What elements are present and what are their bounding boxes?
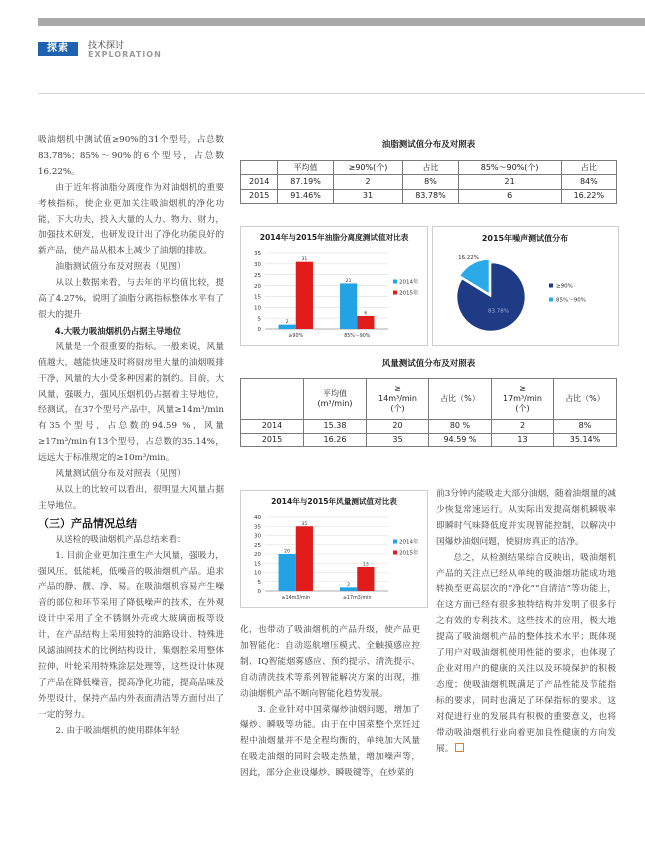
bar <box>357 316 374 329</box>
table-cell: 2015 <box>241 189 278 203</box>
paragraph: 风量是一个很重要的指标。一般来说，风量值越大，越能快速及时将厨房里大量的油烟吸排干净，风量的大小受多种因素的制约。目前，大风量，强吸力，强风压烟机仍占据着主导地位，经测试，在37个型号产品中，风量≥14m³/min有35个型号，占总数的94.59 %，风量≥17m³/min有13个型号，占总数的35.14%，远远大于标准规定的≥10m³/min。 <box>38 341 224 464</box>
y-tick-label: 40 <box>254 515 261 522</box>
left-column <box>38 133 224 740</box>
table-header-cell: 平均值 (m³/min) <box>304 379 367 420</box>
legend-label: ≥90% <box>556 283 573 290</box>
table-cell: 2014 <box>241 420 304 434</box>
x-tick-label: ≥17m3/min <box>342 596 372 601</box>
oil-separation-chart <box>240 226 428 346</box>
table-cell: 16.22% <box>561 189 616 203</box>
section-title: 技术探讨 <box>88 41 125 51</box>
table-cell: 13 <box>491 433 553 447</box>
y-tick-label: 35 <box>254 524 261 531</box>
legend-label: 2014年 <box>399 279 419 286</box>
slice-label: 16.22% <box>458 254 480 261</box>
data-label: 2 <box>347 582 351 588</box>
paragraph: 3. 企业针对中国菜爆炒油烟问题，增加了爆炒、瞬吸等功能。由于在中国菜整个烹饪过程中油烟量并不是全程均衡的，单纯加大风量在吸走油烟的同时会吸走热量，增加噪声等，因此，部分企业设爆炒、瞬吸键等，在炒菜的 <box>240 704 420 779</box>
legend-label: 2015年 <box>399 550 419 557</box>
legend-swatch <box>393 551 397 555</box>
table-cell: 35.14% <box>553 433 616 447</box>
table-cell: 94.59 % <box>429 433 492 447</box>
legend-swatch <box>393 540 397 544</box>
y-tick-label: 25 <box>254 542 261 549</box>
section-heading: （三）产品情况总结 <box>38 516 137 530</box>
chart-title: 2015年噪声测试值分布 <box>481 234 569 243</box>
noise-pie-chart-svg <box>433 227 618 345</box>
table-header-cell: ≥ 17m³/min (个) <box>491 379 553 420</box>
airflow-table-title: 风量测试值分布及对照表 <box>381 359 476 369</box>
paragraph: 2. 由于吸油烟机的使用群体年轻 <box>55 725 180 736</box>
table-header-cell: 平均值 <box>278 161 333 175</box>
paragraph: 前3分钟内能吸走大部分油烟，随着油烟量的减少恢复常速运行。从实际出发提高烟机瞬吸率即瞬时气味降低度并实现智能控制，以解决中国爆炒油烟问题，使厨房真正的洁净。 <box>436 489 616 547</box>
data-label: 35 <box>301 521 308 527</box>
table-header-cell <box>241 161 278 175</box>
bar <box>357 567 374 591</box>
table-cell: 83.78% <box>403 189 458 203</box>
airflow-table <box>240 378 617 447</box>
section-title-en: EXPLORATION <box>88 50 162 59</box>
legend-label: 2014年 <box>399 539 419 546</box>
paragraph: 从以上数据来看，与去年的平均值比较，提高了4.27%，说明了油脂分离指标整体水平有了很大的提升 <box>38 278 224 320</box>
table-cell: 8% <box>553 420 616 434</box>
table-header-cell: 占比（%） <box>429 379 492 420</box>
legend-label: 2015年 <box>399 290 419 297</box>
table-header-row <box>241 161 617 175</box>
paragraph: 1. 目前企业更加注重生产大风量，强吸力，强风压，低能耗，低噪音的吸油烟机产品。追求产品的静、靓、净、易。在吸油烟机容易产生噪音的部位和环节采用了降低噪声的技术，在外观设计中采用了全不锈钢外壳或大玻璃面板等设计，在产品结构上采用独特的油路设计、特殊进风滤油网技术的比例结构设计，集烟腔采用整体拉伸，叶轮采用特殊涂层处理等，这些设计体现了产品在降低噪音，提高净化功能，提高品味及外型设计，保持产品内外表面清洁等方面付出了一定的努力。 <box>38 550 224 720</box>
data-label: 6 <box>364 311 368 317</box>
table-header-cell: ≥ 14m³/min (个) <box>367 379 429 420</box>
bar <box>279 325 296 329</box>
table-cell: 15.38 <box>304 420 367 434</box>
paragraph: 吸油烟机中测试值≥90%的31个型号，占总数83.78%；85%～90%的6个型号，占总数16.22%。 <box>38 135 224 177</box>
table-cell: 16.26 <box>304 433 367 447</box>
legend-label: 85%～90% <box>556 297 586 304</box>
oil-table <box>240 160 617 204</box>
y-tick-label: 35 <box>254 251 261 258</box>
data-label: 13 <box>362 562 369 568</box>
table-cell: 2 <box>333 175 403 189</box>
legend-swatch <box>549 298 553 302</box>
section-badge: 探索 <box>38 42 78 56</box>
y-tick-label: 0 <box>257 589 261 596</box>
y-tick-label: 0 <box>257 327 261 334</box>
data-label: 31 <box>301 257 308 263</box>
y-tick-label: 5 <box>257 579 261 586</box>
data-label: 2 <box>285 320 289 326</box>
top-bar <box>38 18 645 26</box>
bar <box>279 554 296 591</box>
bar <box>340 283 357 329</box>
oil-separation-chart-svg <box>241 227 427 345</box>
paragraph: 风量测试值分布及对照表（见图） <box>55 469 186 480</box>
table-row <box>241 420 617 434</box>
paragraph: 从以上的比较可以看出，很明显大风量占据主导地位。 <box>38 484 224 511</box>
y-tick-label: 30 <box>254 262 261 269</box>
table-cell: 2014 <box>241 175 278 189</box>
data-label: 21 <box>345 278 352 284</box>
table-cell: 31 <box>333 189 403 203</box>
table-header-cell: 85%～90%(个) <box>458 161 561 175</box>
table-cell: 6 <box>458 189 561 203</box>
table-cell: 35 <box>367 433 429 447</box>
table-header-cell: 占比 <box>561 161 616 175</box>
slice-label: 83.78% <box>487 308 509 315</box>
table-cell: 21 <box>458 175 561 189</box>
bar <box>296 526 313 591</box>
middle-column <box>240 623 420 782</box>
end-mark-icon <box>455 743 464 752</box>
x-tick-label: ≥90% <box>288 334 304 339</box>
subheading: 4.大吸力吸油烟机仍占据主导地位 <box>54 325 182 336</box>
paragraph <box>436 551 616 758</box>
table-cell: 84% <box>561 175 616 189</box>
chart-title: 2014年与2015年油脂分离度测试值对比表 <box>259 233 409 242</box>
bar <box>296 262 313 329</box>
noise-pie-chart <box>432 226 619 346</box>
y-tick-label: 30 <box>254 533 261 540</box>
y-tick-label: 10 <box>254 305 261 312</box>
legend-swatch <box>393 291 397 295</box>
table-cell: 20 <box>367 420 429 434</box>
table-header-cell: 占比（%） <box>553 379 616 420</box>
table-header-cell: 占比 <box>403 161 458 175</box>
legend-swatch <box>549 284 553 288</box>
paragraph: 从送检的吸油烟机产品总结来看： <box>55 534 186 545</box>
chart-title: 2014年与2015年风量测试值对比表 <box>271 497 397 506</box>
y-tick-label: 20 <box>254 552 261 559</box>
y-tick-label: 25 <box>254 272 261 279</box>
y-tick-label: 15 <box>254 294 261 301</box>
table-cell: 87.19% <box>278 175 333 189</box>
table-cell: 2015 <box>241 433 304 447</box>
data-label: 20 <box>284 549 291 555</box>
oil-table-title: 油脂测试值分布及对照表 <box>381 140 476 150</box>
table-cell: 8% <box>403 175 458 189</box>
table-cell: 2 <box>491 420 553 434</box>
paragraph: 油脂测试值分布及对照表（见图） <box>55 262 186 273</box>
y-tick-label: 15 <box>254 561 261 568</box>
paragraph: 化，也带动了吸油烟机的产品升级，使产品更加智能化：自动巡航增压模式、全触摸感应控制、IQ智能烟雾感应、预约提示、清洗提示、自动清洗技术等系列智能解决方案的出现，推动油烟机产品不断向智能化趋势发展。 <box>240 625 420 699</box>
x-tick-label: 85%～90% <box>344 334 371 339</box>
paragraph: 由于近年将油脂分离度作为对油烟机的重要考核指标，使企业更加关注吸油烟机的净化功能，下大功夫，投入大量的人力、物力、财力，加强技术研发，也研发设计出了净化功能良好的新产品，使产品从根本上减少了油烟的排放。 <box>38 182 224 257</box>
bar <box>340 587 357 591</box>
y-tick-label: 20 <box>254 283 261 290</box>
y-tick-label: 10 <box>254 570 261 577</box>
legend-swatch <box>393 280 397 284</box>
table-row <box>241 189 617 203</box>
table-cell: 91.46% <box>278 189 333 203</box>
x-tick-label: ≥14m3/min <box>281 596 311 601</box>
table-row <box>241 433 617 447</box>
paragraph-text: 总之，从检测结果综合反映出，吸油烟机产品的关注点已经从单纯的吸油烟功能成功地转换至更高层次的“净化”“自清洁”等功能上，在这方面已经有很多独特结构并发明了很多行之有效的专利技术。这些技术的应用，极大地提高了吸油烟机产品的整体技术水平；既体现了用户对吸油烟机使用性能的要求，也体现了企业对用户的健康的关注以及环境保护的积极态度；使吸油烟机既满足了产品性能及节能指标的要求，同时也满足了环保指标的要求。这对促进行业的发展具有积极的重要意义，也将带动吸油烟机行业向着更加良性健康的方向发展。 <box>436 552 616 754</box>
table-header-cell: ≥90%(个) <box>333 161 403 175</box>
y-tick-label: 5 <box>257 316 261 323</box>
airflow-chart-svg <box>241 491 427 607</box>
header-rule <box>38 93 645 94</box>
table-cell: 80 % <box>429 420 492 434</box>
table-header-cell <box>241 379 304 420</box>
airflow-chart <box>240 490 428 608</box>
right-column <box>436 487 616 757</box>
table-row <box>241 175 617 189</box>
table-header-row <box>241 379 617 420</box>
